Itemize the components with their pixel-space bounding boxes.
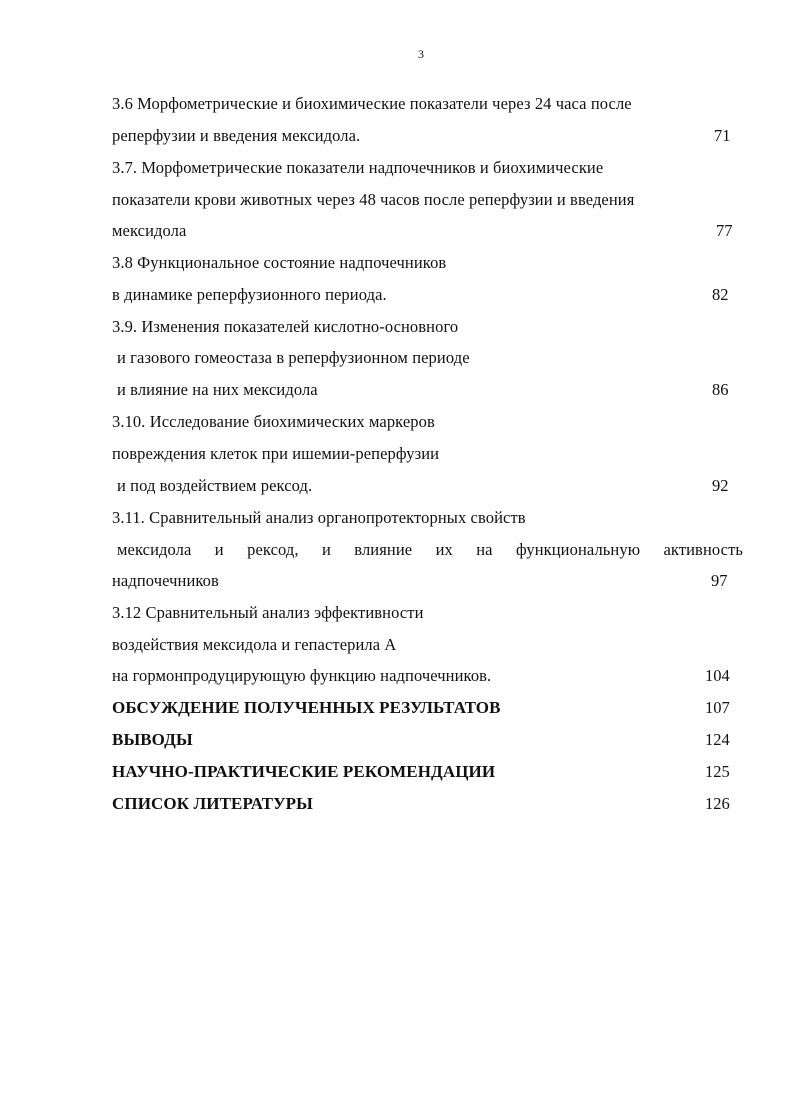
toc-3-7-line-3: мексидола — [112, 221, 187, 240]
toc-3-6-line-2: реперфузии и введения мексидола. — [112, 126, 361, 145]
toc-3-9-line-2: и газового гомеостаза в реперфузионном периоде — [117, 348, 470, 367]
toc-discussion-page: 107 — [705, 698, 730, 717]
toc-3-7-line-1: 3.7. Морфометрические показатели надпочечников и биохимические — [112, 158, 604, 177]
toc-3-6-line-1: 3.6 Морфометрические и биохимические показатели через 24 часа после — [112, 94, 632, 113]
toc-conclusions-page: 124 — [705, 730, 730, 749]
toc-3-8-page: 82 — [712, 285, 729, 304]
toc-3-12-line-3: на гормонпродуцирующую функцию надпочечников. — [112, 666, 492, 685]
toc-3-11-page: 97 — [711, 571, 728, 590]
page-number: 3 — [418, 47, 424, 61]
toc-3-9-page: 86 — [712, 380, 729, 399]
toc-3-6-page: 71 — [714, 126, 731, 145]
toc-3-8-line-2: в динамике реперфузионного периода. — [112, 285, 387, 304]
toc-3-9-line-1: 3.9. Изменения показателей кислотно-основного — [112, 317, 459, 336]
toc-3-11-line-1: 3.11. Сравнительный анализ органопротекторных свойств — [112, 508, 526, 527]
toc-3-10-line-3: и под воздействием рексод. — [117, 476, 313, 495]
toc-recommendations-page: 125 — [705, 762, 730, 781]
toc-3-12-page: 104 — [705, 666, 730, 685]
toc-3-11-line-2: мексидола и рексод, и влияние их на функциональную активность — [117, 540, 743, 559]
toc-3-12-line-2: воздействия мексидола и гепастерила А — [112, 635, 397, 654]
toc-recommendations-title: НАУЧНО-ПРАКТИЧЕСКИЕ РЕКОМЕНДАЦИИ — [112, 762, 496, 781]
toc-references-page: 126 — [705, 794, 730, 813]
toc-3-8-line-1: 3.8 Функциональное состояние надпочечников — [112, 253, 447, 272]
toc-conclusions-title: ВЫВОДЫ — [112, 730, 193, 749]
toc-3-12-line-1: 3.12 Сравнительный анализ эффективности — [112, 603, 424, 622]
toc-discussion-title: ОБСУЖДЕНИЕ ПОЛУЧЕННЫХ РЕЗУЛЬТАТОВ — [112, 698, 501, 717]
toc-references-title: СПИСОК ЛИТЕРАТУРЫ — [112, 794, 313, 813]
toc-3-9-line-3: и влияние на них мексидола — [117, 380, 318, 399]
toc-3-10-line-1: 3.10. Исследование биохимических маркеров — [112, 412, 435, 431]
toc-3-7-line-2: показатели крови животных через 48 часов после реперфузии и введения — [112, 190, 635, 209]
toc-3-10-line-2: повреждения клеток при ишемии-реперфузии — [112, 444, 440, 463]
toc-3-10-page: 92 — [712, 476, 729, 495]
toc-3-11-line-3: надпочечников — [112, 571, 219, 590]
toc-3-7-page: 77 — [716, 221, 733, 240]
